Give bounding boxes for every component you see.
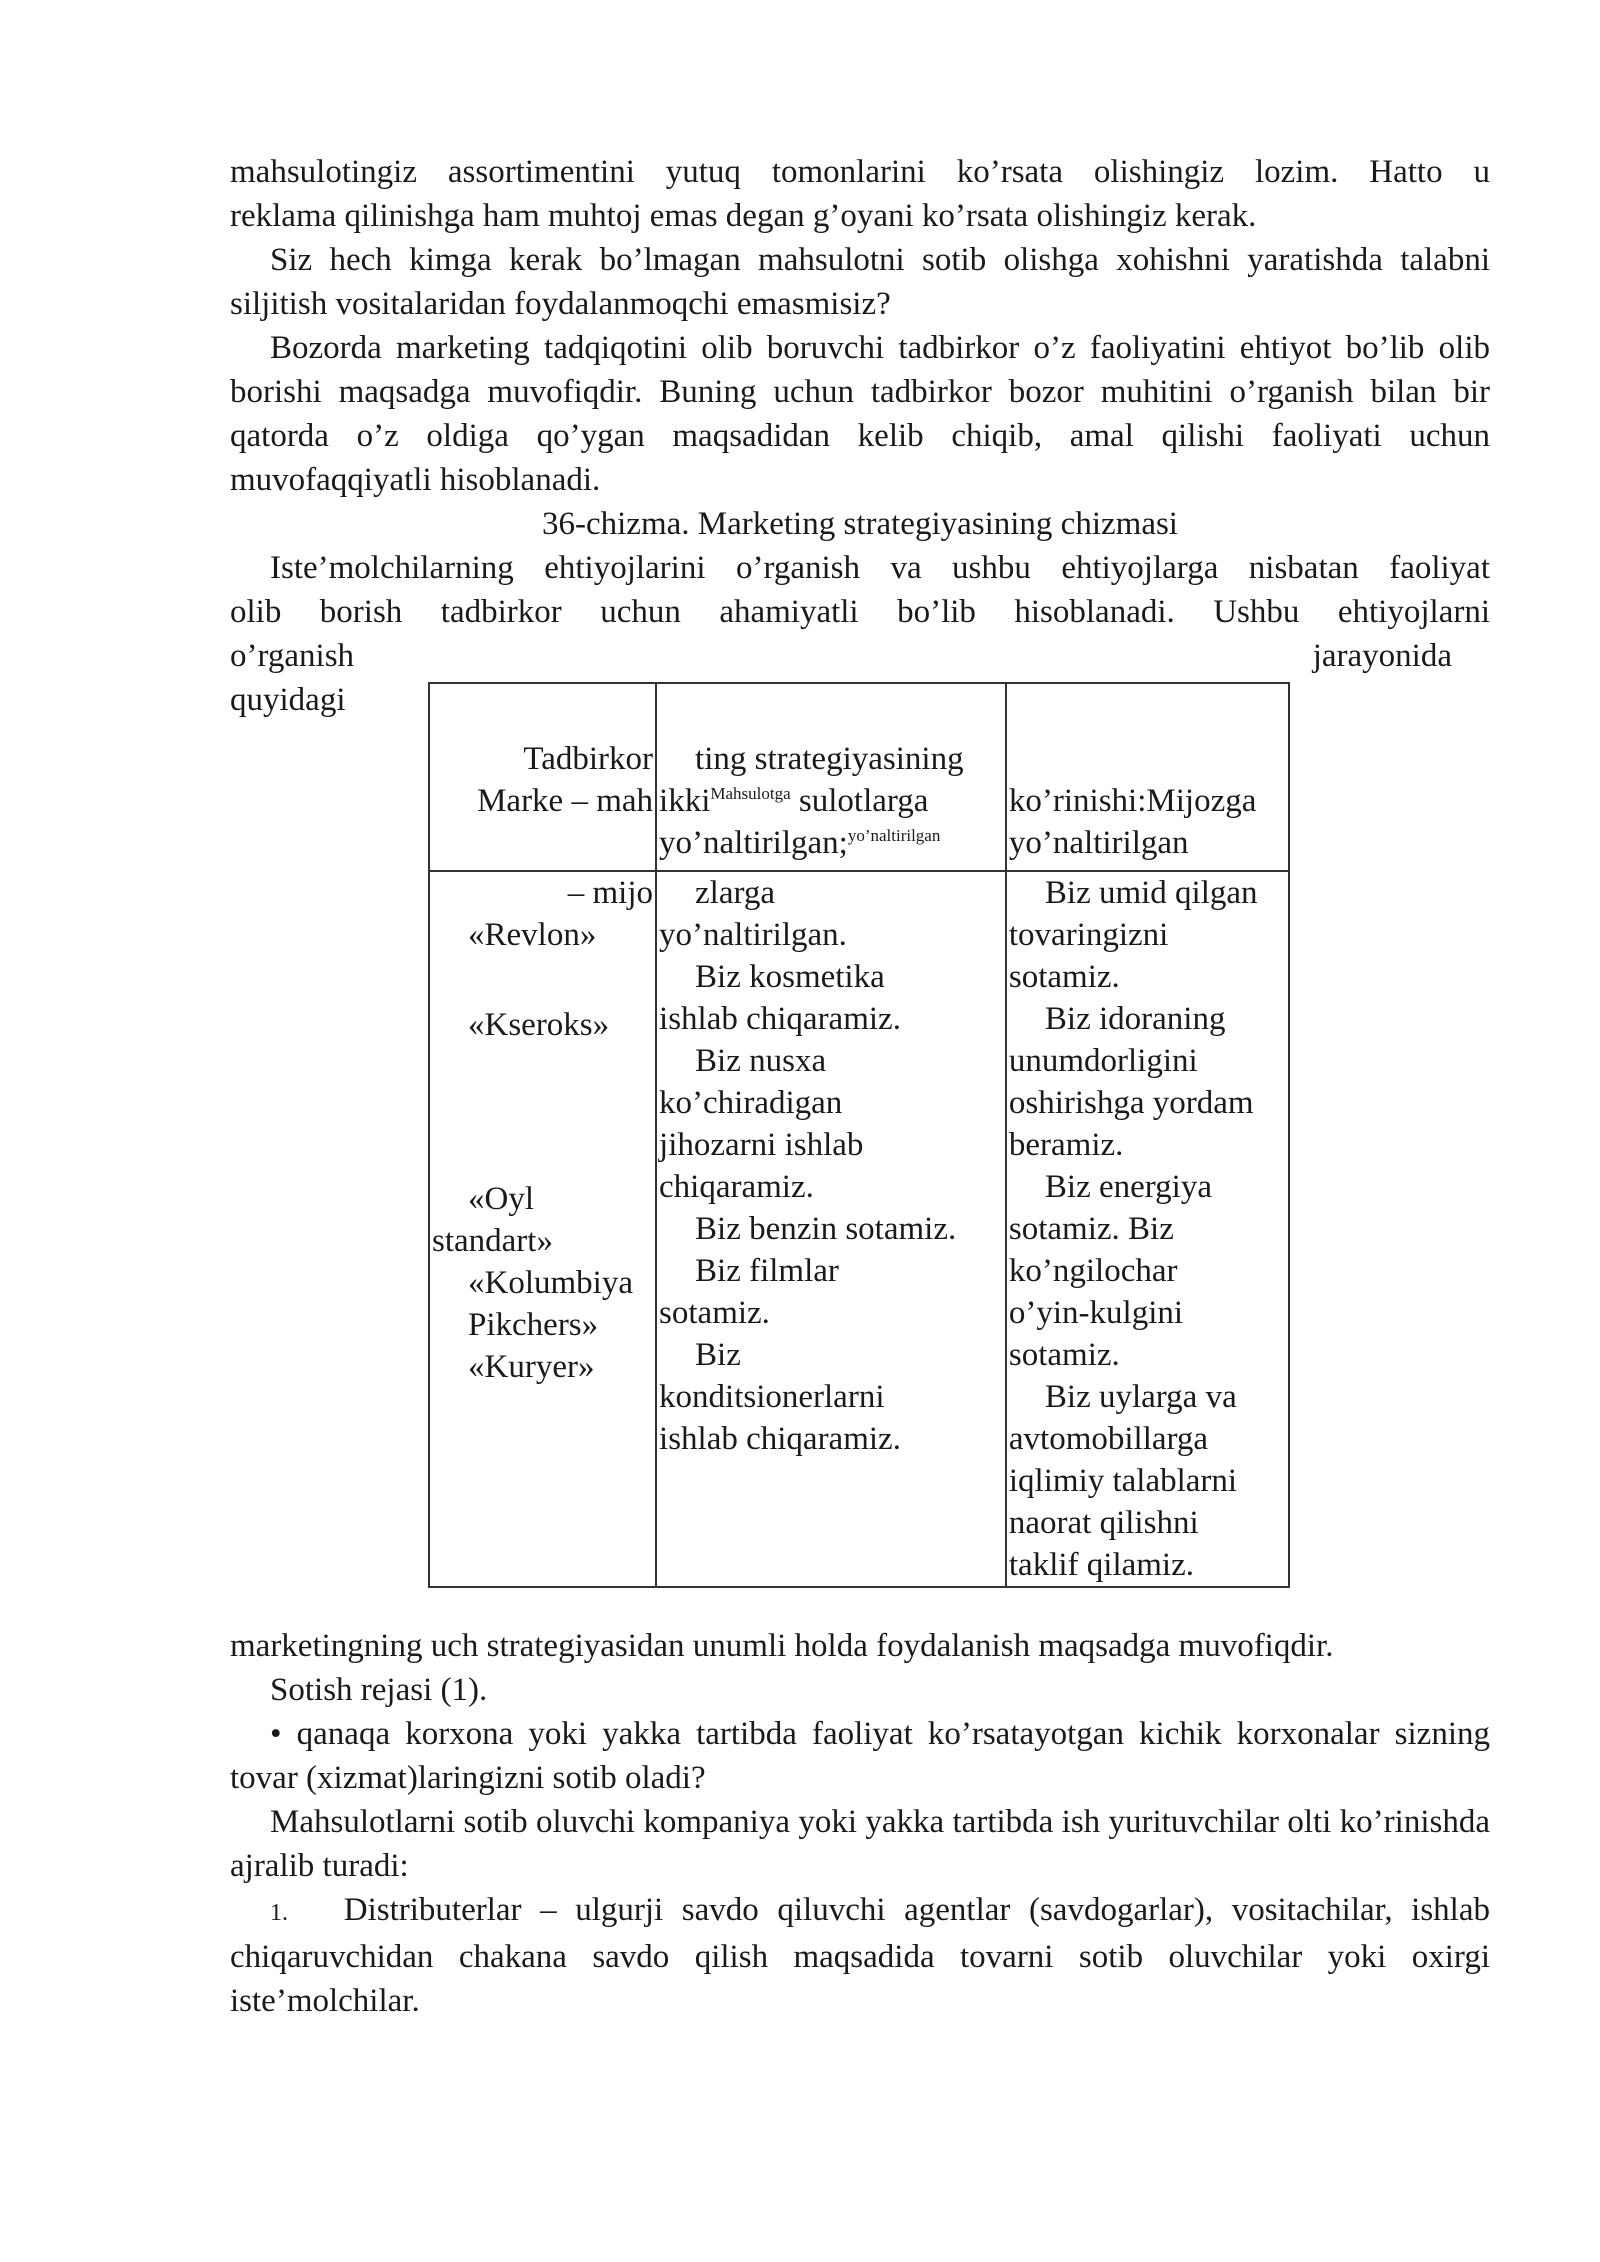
header-c3-line2: ko’rinishi:Mijozga [1008,783,1257,819]
wrap-text-left-2: quyidagi [230,682,346,718]
cell-line: oshirishga yordam [1008,1085,1254,1121]
figure-caption: 36-chizma. Marketing strategiyasining chizmasi [542,506,1178,542]
cell-line: Biz [695,1337,741,1373]
wrap-text-left: o’rganish [230,638,355,674]
list-number: 1. [270,1900,288,1926]
list-item-text: Distributerlar – ulgurji savdo qiluvchi agentlar (savdogarlar), vositachilar, ishlab chiqaruvchidan chakana savdo qilish maqsadida tovarni sotib oluvchilar yoki oxirgi iste’molchilar. [230,1892,1490,2019]
header-c2-line3: yo’naltirilgan;$^{yo’naltirilgan}$ [659,825,941,861]
paragraph-needs-line-1: Iste’molchilarning ehtiyojlarini o’rganish va ushbu ehtiyojlarga nisbatan faoliyat [270,550,1490,586]
header-c2-line2: ikki$^{Mahsulotga}$ sulotlarga [659,783,929,819]
cell-line: Biz idoraning [1044,1001,1226,1037]
cell-line: sotamiz. Biz [1008,1211,1174,1247]
wrap-text-right: jarayonida [1312,638,1452,674]
body-cell-companies [429,871,656,1587]
cell-line: Biz uylarga va [1044,1379,1237,1415]
cell-line: yo’naltirilgan. [659,917,847,953]
cell-line: unumdorligini [1008,1043,1198,1079]
cell-line: ishlab chiqaramiz. [659,1421,901,1457]
cell-line: beramiz. [1008,1127,1124,1163]
body-cell-products [656,871,1006,1587]
cell-line: zlarga [695,875,776,911]
cell-line: Biz filmlar [695,1253,839,1289]
cell-line: ishlab chiqaramiz. [659,1001,901,1037]
sales-plan-heading: Sotish rejasi (1). [270,1672,488,1708]
cell-line: sotamiz. [659,1295,770,1331]
company-name: «Revlon» [468,917,597,953]
company-name: «Kuryer» [468,1349,595,1385]
strategy-table [428,682,1290,1588]
text-after-table [230,1624,1490,2023]
cell-line: ko’ngilochar [1008,1253,1178,1289]
company-name: «Oyl [468,1181,534,1217]
cell-line: chiqaramiz. [659,1169,814,1205]
header-cell-3 [1006,683,1289,871]
body-cell-customers [1006,871,1289,1587]
table-header-row [429,683,1289,871]
cell-line: Biz umid qilgan [1044,875,1258,911]
header-c1-line2: Marke – mah [477,783,654,819]
cell-line: Biz energiya [1044,1169,1212,1205]
header-c2-line1: ting strategiyasining [695,741,964,777]
paragraph-three-strategies: marketingning uch strategiyasidan unumli holda foydalanish maqsadga muvofiqdir. [230,1628,1334,1664]
intro-line-2: reklama qilinishga ham muhtoj emas degan g’oyani ko’rsata olishingiz kerak. [230,198,1257,234]
cell-line: tovaringizni [1008,917,1169,953]
paragraph-research: Bozorda marketing tadqiqotini olib boruvchi tadbirkor o’z faoliyatini ehtiyot bo’lib olib borishi maqsadga muvofiqdir. Buning uchun tadbirkor bozor muhitini o’rganish bilan bir qatorda o’z oldiga qo’ygan maqsadidan kelib chiqib, amal qilishi faoliyati uchun muvofaqqiyatli hisoblanadi. [230,330,1490,498]
intro-line-1: mahsulotingiz assortimentini yutuq tomonlarini ko’rsata olishingiz lozim. Hatto u [230,154,1490,190]
cell-line: ko’chiradigan [659,1085,843,1121]
header-cell-1 [429,683,656,871]
company-name-cont: Pikchers» [468,1307,599,1343]
cell-line: naorat qilishni [1008,1505,1199,1541]
paragraph-buyers: Mahsulotlarni sotib oluvchi kompaniya yoki yakka tartibda ish yurituvchilar olti ko’rinishda ajralib turadi: [230,1804,1490,1884]
cell-line: Biz benzin sotamiz. [695,1211,957,1247]
paragraph-needs-line-2: olib borish tadbirkor uchun ahamiyatli bo’lib hisoblanadi. Ushbu ehtiyojlarni [230,594,1490,630]
table-body-row [429,871,1289,1587]
cell-line: Biz nusxa [695,1043,827,1079]
cell-line: avtomobillarga [1008,1421,1209,1457]
company-name-cont: standart» [432,1223,553,1259]
header-cell-2 [656,683,1006,871]
header-c1-line1: Tadbirkor [523,741,654,777]
company-name: «Kolumbiya [468,1265,633,1301]
cell-line: sotamiz. [1008,1337,1120,1373]
cell-line: taklif qilamiz. [1008,1547,1194,1583]
cell-line: o’yin-kulgini [1008,1295,1184,1331]
list-item-1 [230,1888,1490,2023]
cell-line: jihozarni ishlab [659,1127,864,1163]
cell-line: sotamiz. [1008,959,1120,995]
body-c1-top: – mijo [567,875,654,911]
paragraph-question: Siz hech kimga kerak bo’lmagan mahsulotni sotib olishga xohishni yaratishda talabni siljitish vositalaridan foydalanmoqchi emasmisiz? [230,242,1490,322]
bullet-question: • qanaqa korxona yoki yakka tartibda faoliyat ko’rsatayotgan kichik korxonalar sizning tovar (xizmat)laringizni sotib oladi? [230,1716,1490,1796]
cell-line: konditsionerlarni [659,1379,885,1415]
cell-line: iqlimiy talablarni [1008,1463,1238,1499]
header-c3-line3: yo’naltirilgan [1008,825,1189,861]
wrap-row-1 [230,634,1490,678]
company-name: «Kseroks» [468,1007,610,1043]
cell-line: Biz kosmetika [695,959,885,995]
